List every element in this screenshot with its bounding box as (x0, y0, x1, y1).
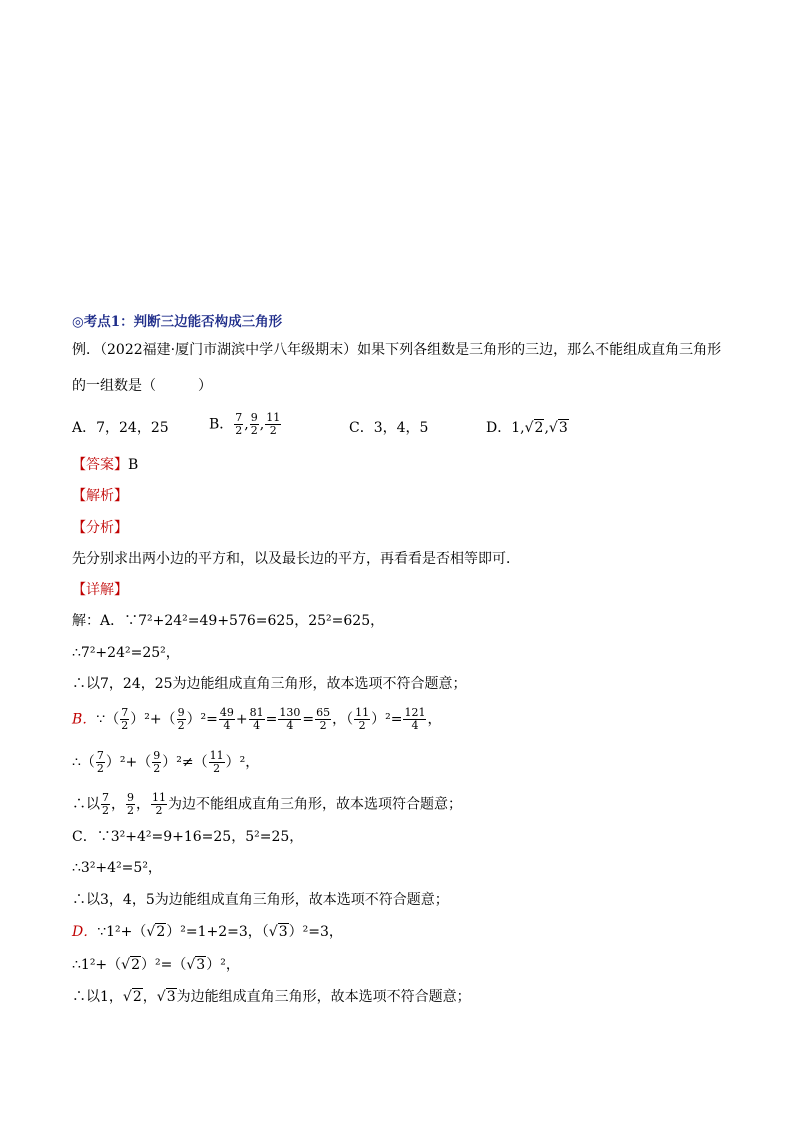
sqrt-symbol: √2 (146, 924, 166, 940)
sqrt-symbol: √3 (268, 924, 288, 940)
analysis-label: 【解析】 (72, 488, 128, 504)
option-a: A．7，24，25 (72, 420, 169, 436)
fraction: $\frac{9}{2}$ (250, 411, 258, 437)
solution-b-line-2: ∴（ $\frac{7}{2}$ ）²+（ $\frac{9}{2}$ ）²≠（ $\frac{11}{2}$ ）²， (72, 749, 260, 775)
section-heading: ◎考点1：判断三边能否构成三角形 (72, 314, 283, 330)
sqrt-symbol: √3 (548, 420, 568, 436)
fenxi-text: 先分别求出两小边的平方和，以及最长边的平方，再看看是否相等即可． (72, 551, 520, 567)
fraction: $\frac{11}{2}$ (266, 411, 281, 437)
option-c: C．3，4，5 (349, 420, 429, 436)
option-d-label: D．1, (486, 420, 525, 436)
answer-line (72, 455, 138, 475)
solution-a-line-3: ∴以7，24，25为边能组成直角三角形，故本选项不符合题意； (72, 676, 467, 692)
solution-c-line-2: ∴3²+4²=5²， (72, 860, 162, 876)
solution-d-line-1: D．∵1²+（√2）²=1+2=3，（√3）²=3， (72, 924, 343, 940)
answer-label: 【答案】 (72, 457, 128, 473)
solution-d-line-3: ∴以1，√2，√3为边能组成直角三角形，故本选项不符合题意； (72, 989, 471, 1005)
sqrt-symbol: √3 (156, 989, 176, 1005)
option-d-letter: D． (72, 924, 98, 940)
detail-label: 【详解】 (72, 582, 128, 598)
fenxi-label: 【分析】 (72, 520, 128, 536)
option-b: B． $\frac{7}{2}$ , $\frac{9}{2}$ , $\frac{11}{2}$ (209, 411, 281, 437)
option-d: D．1,√2,√3 (486, 420, 568, 436)
sqrt-symbol: √2 (122, 989, 142, 1005)
sqrt-symbol: √2 (121, 957, 141, 973)
sqrt-symbol: √3 (186, 957, 206, 973)
sqrt-symbol: √2 (524, 420, 544, 436)
solution-b-line-3: ∴以 $\frac{7}{2}$ ， $\frac{9}{2}$ ， $\frac{11}{2}$ 为边不能组成直角三角形，故本选项符合题意； (72, 791, 462, 817)
answer-value: B (128, 457, 139, 473)
options-row (72, 411, 722, 442)
solution-c-line-3: ∴以3，4，5为边能组成直角三角形，故本选项不符合题意； (72, 892, 449, 908)
option-b-letter: B． (72, 711, 97, 728)
question-line-1: 例．（2022福建·厦门市湖滨中学八年级期末）如果下列各组数是三角形的三边，那么不能组成直角三角形 (72, 342, 722, 358)
question-line-2: 的一组数是（ ） (72, 378, 212, 394)
solution-b-line-1: B．∵（ $\frac{7}{2}$ ）²+（ $\frac{9}{2}$ ）²= $\frac{49}{4}$ + $\frac{81}{4}$ = $\frac{130}{4}$ = $\frac{65}{2}$ ，（ $\frac{11}{2}$ ）²= $\frac{121}{4}$ ， (72, 706, 442, 732)
fraction: $\frac{7}{2}$ (235, 411, 243, 437)
solution-d-line-2: ∴1²+（√2）²=（√3）²， (72, 957, 240, 973)
option-b-label: B． (209, 416, 234, 433)
solution-a-line-1: 解：A．∵7²+24²=49+576=625，25²=625， (72, 613, 385, 629)
solution-c-line-1: C．∵3²+4²=9+16=25，5²=25， (72, 829, 304, 845)
solution-a-line-2: ∴7²+24²=25²， (72, 645, 180, 661)
